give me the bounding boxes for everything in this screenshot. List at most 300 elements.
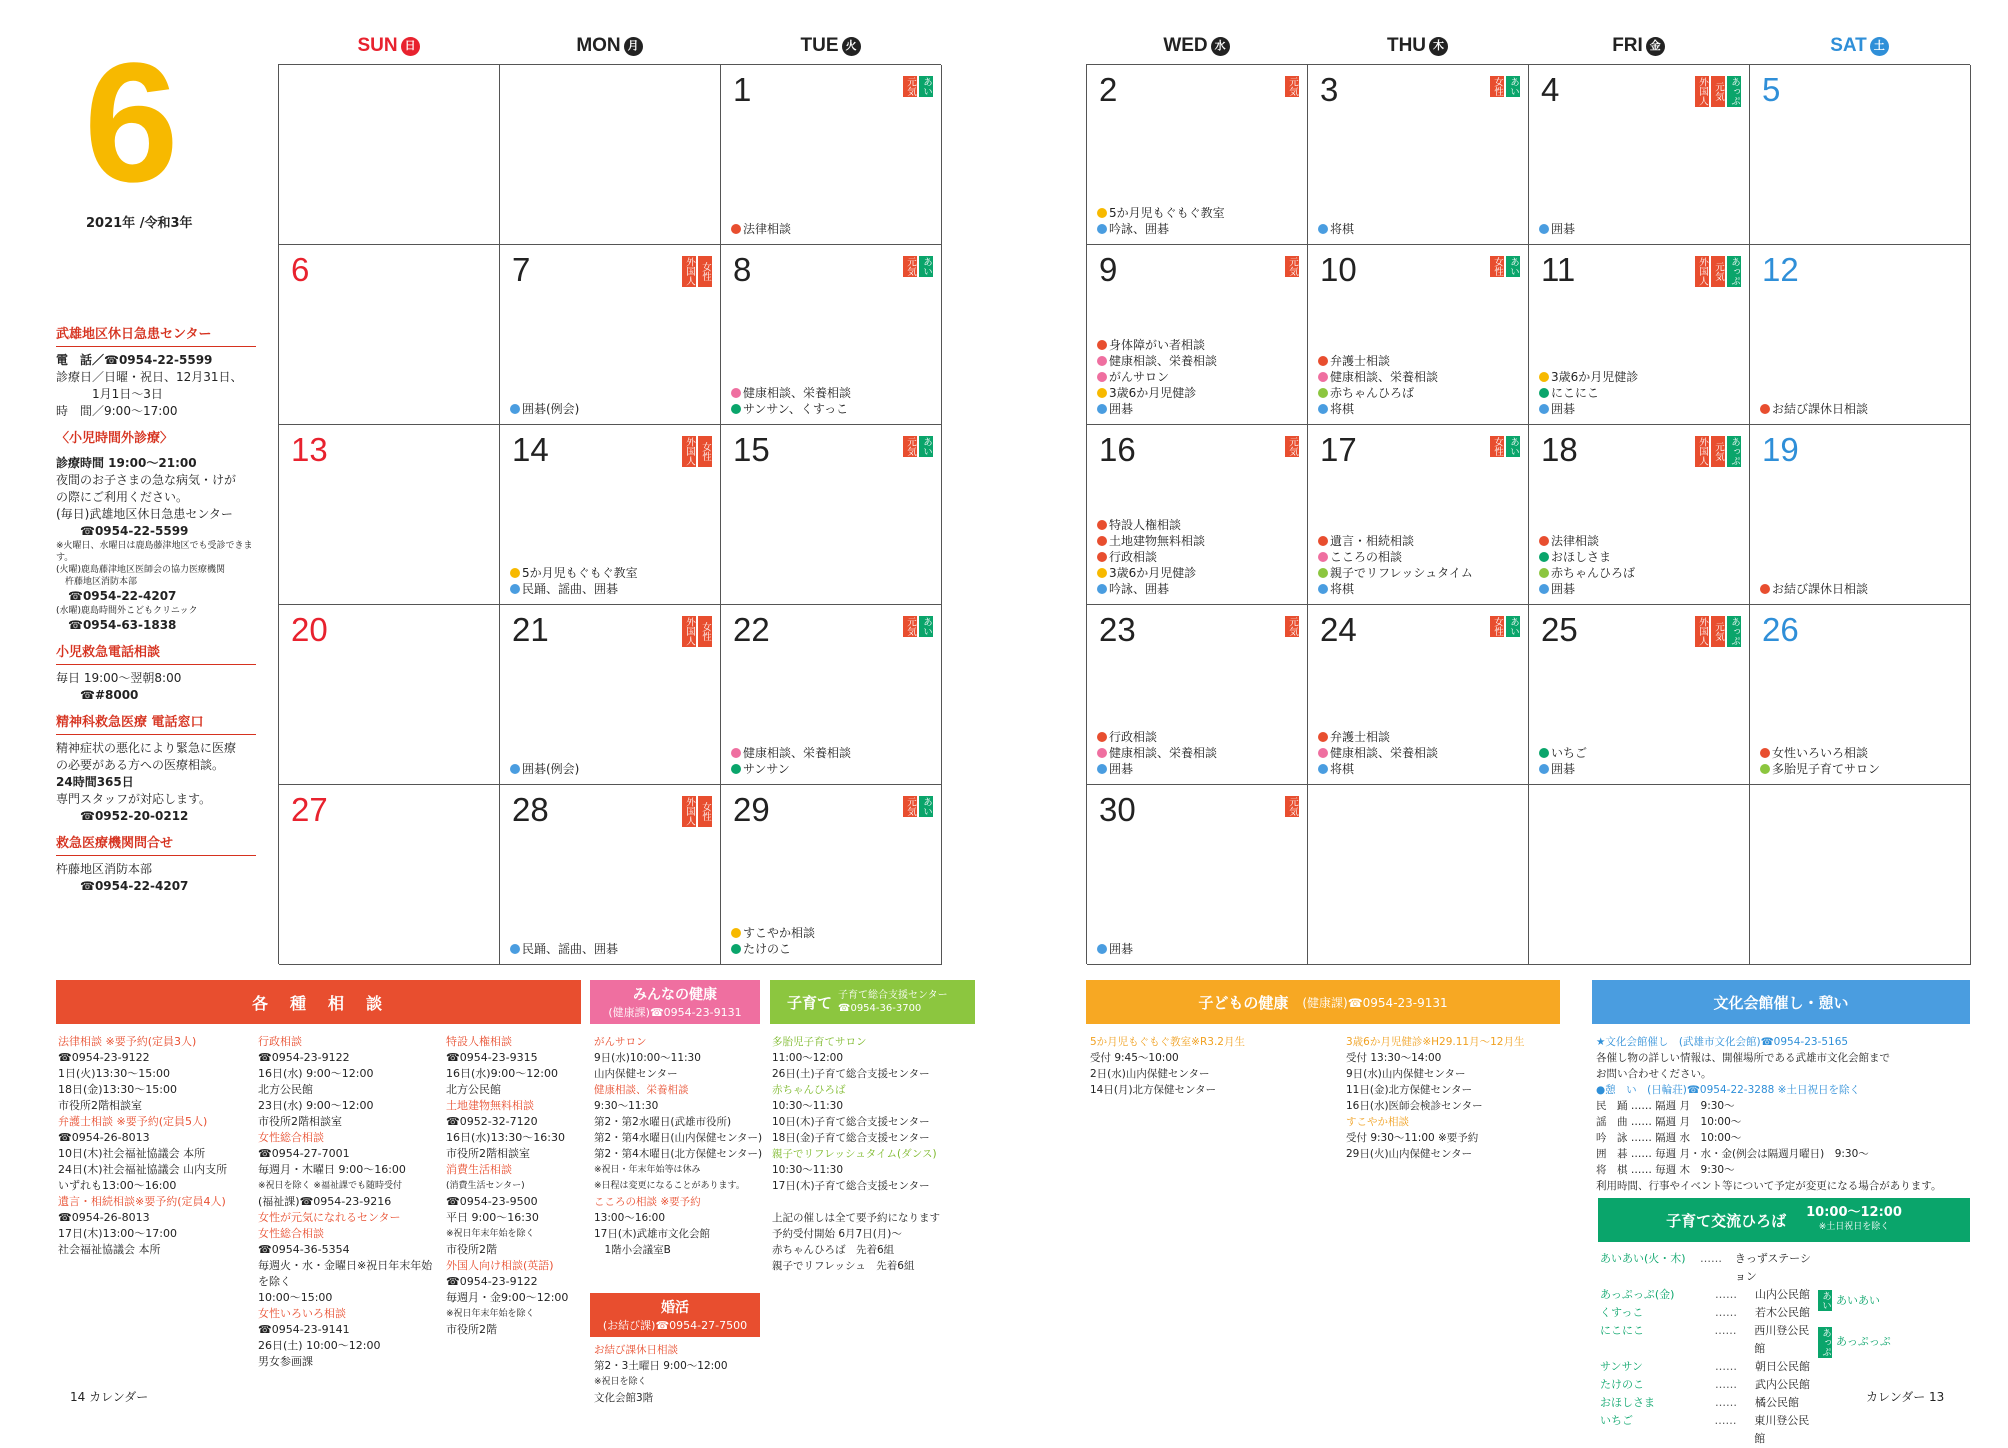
info-line: 受付 9:45～10:00 bbox=[1090, 1052, 1179, 1064]
info-line: 11日(金)北方保健センター bbox=[1346, 1084, 1473, 1096]
day-kanji: 月 bbox=[624, 37, 643, 56]
info-line: 10日(木)子育て総合支援センター bbox=[772, 1116, 930, 1128]
cell-tags bbox=[682, 616, 712, 647]
day-header-fri bbox=[1528, 33, 1749, 59]
exchange-name: サンサン bbox=[1600, 1360, 1643, 1373]
day-cell bbox=[500, 425, 721, 605]
event-item bbox=[1097, 941, 1133, 957]
event-label: いちご bbox=[1551, 746, 1588, 760]
event-item bbox=[1097, 761, 1217, 777]
event-dot-icon bbox=[1097, 208, 1107, 218]
cell-tags bbox=[1490, 616, 1520, 637]
info-line: がんサロン bbox=[594, 1036, 647, 1048]
cell-tags bbox=[1285, 256, 1299, 277]
event-item bbox=[1539, 533, 1635, 549]
event-label: 3歳6か月児健診 bbox=[1109, 566, 1197, 580]
day-cell bbox=[721, 605, 942, 785]
event-item bbox=[1097, 729, 1217, 745]
cell-events bbox=[1539, 745, 1587, 777]
page-number-left: 14 カレンダー bbox=[70, 1390, 149, 1404]
info-line: 3歳6か月児健診※H29.11月～12月生 bbox=[1346, 1036, 1525, 1048]
day-number: 20 bbox=[291, 611, 328, 648]
event-label: 赤ちゃんひろば bbox=[1330, 386, 1415, 400]
event-label: 健康相談、栄養相談 bbox=[1109, 746, 1218, 760]
event-dot-icon bbox=[510, 764, 520, 774]
event-dot-icon bbox=[1539, 404, 1549, 414]
event-label: 吟詠、囲碁 bbox=[1109, 582, 1170, 596]
info-line: 17日(木)子育て総合支援センター bbox=[772, 1180, 930, 1192]
event-label: がんサロン bbox=[1109, 370, 1170, 384]
info-line: 26日(土)子育て総合支援センター bbox=[772, 1068, 930, 1080]
info-line: 法律相談 ※要予約(定員3人) bbox=[58, 1035, 197, 1048]
day-name: SAT bbox=[1830, 35, 1867, 56]
event-dot-icon bbox=[731, 764, 741, 774]
event-item bbox=[1097, 565, 1205, 581]
calendar-grid-left bbox=[278, 64, 941, 964]
event-dot-icon bbox=[510, 584, 520, 594]
event-item bbox=[1539, 369, 1638, 385]
day-name: MON bbox=[576, 35, 621, 56]
info-line: 将 棋 …… 毎週 木 9:30～ bbox=[1596, 1164, 1735, 1176]
event-dot-icon bbox=[731, 928, 741, 938]
exchange-row bbox=[1600, 1358, 1820, 1376]
event-dot-icon bbox=[1097, 944, 1107, 954]
event-label: 法律相談 bbox=[743, 222, 792, 236]
sidebar-line: 夜間のお子さまの急な病気・けが bbox=[56, 473, 237, 487]
event-label: 健康相談、栄養相談 bbox=[1330, 370, 1439, 384]
cell-tags bbox=[1695, 616, 1741, 647]
day-header-sun bbox=[278, 33, 499, 59]
sidebar-line: 杵藤地区消防本部 bbox=[56, 577, 138, 587]
sidebar-heading: 〈小児時間外診療〉 bbox=[56, 431, 174, 446]
info-line: 17日(木)武雄市文化会館 bbox=[594, 1228, 711, 1240]
info-line: 女性いろいろ相談 bbox=[258, 1307, 346, 1320]
day-cell bbox=[721, 245, 942, 425]
event-dot-icon bbox=[1097, 732, 1107, 742]
day-number: 7 bbox=[512, 251, 531, 288]
day-cell bbox=[1308, 605, 1529, 785]
info-line: 平日 9:00～16:30 bbox=[446, 1211, 539, 1224]
info-line: 赤ちゃんひろば bbox=[772, 1084, 846, 1096]
day-kanji: 木 bbox=[1429, 37, 1448, 56]
event-dot-icon bbox=[1097, 356, 1107, 366]
day-kanji: 日 bbox=[401, 37, 420, 56]
info-line: 10:30～11:30 bbox=[772, 1164, 844, 1176]
legend-label: あいあい bbox=[1836, 1293, 1880, 1307]
marriage-header bbox=[590, 1293, 760, 1337]
exchange-place: 橘公民館 bbox=[1755, 1396, 1799, 1409]
sidebar-block-psych bbox=[56, 714, 256, 825]
event-item bbox=[1318, 533, 1473, 549]
day-header-sat bbox=[1749, 33, 1970, 59]
exchange-time bbox=[1806, 1206, 1902, 1234]
cell-tags bbox=[1285, 616, 1299, 637]
event-label: 5か月児もぐもぐ教室 bbox=[522, 566, 638, 580]
info-line: 13:00～16:00 bbox=[594, 1212, 666, 1224]
sidebar-block-emergency-inquiry bbox=[56, 835, 256, 895]
exchange-name: あいあい(火・木) bbox=[1600, 1252, 1686, 1265]
day-number: 16 bbox=[1099, 431, 1136, 468]
event-item bbox=[1318, 221, 1354, 237]
day-name: THU bbox=[1386, 35, 1427, 56]
day-number: 9 bbox=[1099, 251, 1118, 288]
info-line: 23日(水) 9:00～12:00 bbox=[258, 1099, 374, 1112]
event-item bbox=[731, 401, 851, 417]
event-dot-icon bbox=[1097, 388, 1107, 398]
event-dot-icon bbox=[1097, 340, 1107, 350]
event-label: おほしさま bbox=[1551, 550, 1612, 564]
event-dot-icon bbox=[1539, 748, 1549, 758]
sidebar-line: 24時間365日 bbox=[56, 775, 134, 789]
day-cell bbox=[1750, 425, 1971, 605]
event-item bbox=[1097, 369, 1217, 385]
info-line: 各催し物の詳しい情報は、開催場所である武雄市文化会館まで bbox=[1596, 1052, 1890, 1064]
event-tag: 外国人 bbox=[1697, 77, 1708, 106]
sidebar-line: (水曜)鹿島時間外こどもクリニック bbox=[56, 606, 198, 616]
event-tag: 外国人 bbox=[684, 437, 695, 466]
event-dot-icon bbox=[1539, 372, 1549, 382]
cell-tags bbox=[1285, 796, 1299, 817]
info-line: 10:30～11:30 bbox=[772, 1100, 844, 1112]
event-dot-icon bbox=[1760, 584, 1770, 594]
event-tag: 外国人 bbox=[684, 617, 695, 646]
event-label: お結び課休日相談 bbox=[1772, 582, 1869, 596]
event-item bbox=[1539, 761, 1587, 777]
event-tag: あっぷ bbox=[1729, 257, 1740, 286]
info-line: 第2・第2水曜日(武雄市役所) bbox=[594, 1116, 732, 1128]
sidebar-line: (火曜)鹿島藤津地区医師会の協力医療機関 bbox=[56, 565, 226, 575]
event-item bbox=[1318, 401, 1438, 417]
event-tag: あい bbox=[921, 437, 932, 456]
event-tag: あい bbox=[1508, 617, 1519, 636]
info-line: ☎0954-23-9122 bbox=[446, 1275, 538, 1288]
event-tag: 外国人 bbox=[1697, 437, 1708, 466]
exchange-place: 武内公民館 bbox=[1755, 1378, 1810, 1391]
cell-events bbox=[731, 925, 815, 957]
info-line: 謡 曲 …… 隔週 月 10:00～ bbox=[1596, 1116, 1742, 1128]
day-cell bbox=[279, 425, 500, 605]
event-label: サンサン bbox=[743, 762, 790, 776]
day-number: 13 bbox=[291, 431, 328, 468]
info-line: 行政相談 bbox=[258, 1035, 302, 1048]
day-number: 10 bbox=[1320, 251, 1357, 288]
legend-row bbox=[1818, 1290, 1958, 1311]
event-label: 行政相談 bbox=[1109, 730, 1158, 744]
event-tag: 女性 bbox=[1492, 77, 1503, 96]
child-health-title: 子どもの健康 bbox=[1198, 993, 1289, 1012]
event-item bbox=[1318, 761, 1438, 777]
day-header-thu bbox=[1307, 33, 1528, 59]
event-label: こころの相談 bbox=[1330, 550, 1403, 564]
sidebar-line: 時 間／9:00～17:00 bbox=[56, 404, 178, 418]
cell-events bbox=[1097, 729, 1217, 777]
event-item bbox=[731, 925, 815, 941]
info-line: 2日(水)山内保健センター bbox=[1090, 1068, 1210, 1080]
day-cell bbox=[1308, 245, 1529, 425]
event-item bbox=[1318, 729, 1438, 745]
sidebar-heading: 小児救急電話相談 bbox=[56, 644, 256, 665]
day-number: 26 bbox=[1762, 611, 1799, 648]
sidebar-line: 電 話／☎0954-22-5599 bbox=[56, 353, 213, 367]
info-line: 18日(金)13:30～15:00 bbox=[58, 1083, 177, 1096]
event-tag: 元気 bbox=[1287, 617, 1298, 636]
info-line: 男女参画課 bbox=[258, 1355, 313, 1368]
event-item bbox=[1318, 565, 1473, 581]
info-line: 17日(木)13:00～17:00 bbox=[58, 1227, 177, 1240]
info-line: ☎0954-36-5354 bbox=[258, 1243, 350, 1256]
exchange-title: 子育て交流ひろば bbox=[1666, 1211, 1787, 1230]
event-item bbox=[1097, 205, 1225, 221]
cell-tags bbox=[1695, 256, 1741, 287]
event-label: お結び課休日相談 bbox=[1772, 402, 1869, 416]
event-item bbox=[1760, 761, 1880, 777]
event-item bbox=[1539, 745, 1587, 761]
day-number: 17 bbox=[1320, 431, 1357, 468]
event-item bbox=[1097, 533, 1205, 549]
consult-column-2 bbox=[258, 1034, 438, 1370]
exchange-dots: …… bbox=[1715, 1378, 1737, 1391]
exchange-dots: …… bbox=[1715, 1306, 1737, 1319]
cell-events bbox=[1097, 517, 1205, 597]
event-tag: 元気 bbox=[905, 797, 916, 816]
cell-events bbox=[731, 221, 791, 237]
day-cell bbox=[500, 605, 721, 785]
event-dot-icon bbox=[1318, 372, 1328, 382]
day-cell bbox=[1750, 245, 1971, 425]
culture-column bbox=[1596, 1034, 1970, 1194]
day-cell bbox=[1529, 425, 1750, 605]
cell-events bbox=[1318, 729, 1438, 777]
event-tag: 女性 bbox=[1492, 257, 1503, 276]
info-line: 文化会館3階 bbox=[594, 1392, 654, 1404]
info-line: 26日(土) 10:00～12:00 bbox=[258, 1339, 381, 1352]
legend-row bbox=[1818, 1327, 1958, 1358]
event-tag: 元気 bbox=[1711, 256, 1725, 287]
info-line: ☎0954-23-9315 bbox=[446, 1051, 538, 1064]
info-line: ☎0954-27-7001 bbox=[258, 1147, 350, 1160]
event-dot-icon bbox=[1097, 372, 1107, 382]
child-health-column-1 bbox=[1090, 1034, 1330, 1098]
sidebar-block-pediatric-night bbox=[56, 430, 256, 634]
exchange-note: ※土日祝日を除く bbox=[1818, 1222, 1890, 1232]
event-label: 健康相談、栄養相談 bbox=[1109, 354, 1218, 368]
cell-events bbox=[1318, 353, 1438, 417]
day-number: 12 bbox=[1762, 251, 1799, 288]
exchange-name: にこにこ bbox=[1600, 1324, 1644, 1337]
event-dot-icon bbox=[1318, 748, 1328, 758]
sidebar-block-child-phone bbox=[56, 644, 256, 704]
info-line: 毎週月・木曜日 9:00～16:00 bbox=[258, 1163, 406, 1176]
event-tag: あっぷ bbox=[1729, 77, 1740, 106]
info-line: 5か月児もぐもぐ教室※R3.2月生 bbox=[1090, 1036, 1245, 1048]
info-line: (消費生活センター) bbox=[446, 1181, 525, 1191]
info-line: ☎0954-23-9122 bbox=[258, 1051, 350, 1064]
event-dot-icon bbox=[510, 568, 520, 578]
cell-tags bbox=[903, 796, 933, 817]
event-item bbox=[510, 761, 579, 777]
health-title: みんなの健康 bbox=[633, 987, 717, 1003]
exchange-legend bbox=[1818, 1290, 1958, 1374]
event-tag: あっぷ bbox=[1729, 437, 1740, 466]
day-number: 24 bbox=[1320, 611, 1357, 648]
day-kanji: 火 bbox=[842, 37, 861, 56]
event-item bbox=[1097, 549, 1205, 565]
info-line: 16日(水) 9:00～12:00 bbox=[258, 1067, 374, 1080]
day-cell bbox=[1308, 425, 1529, 605]
day-number: 30 bbox=[1099, 791, 1136, 828]
info-line: こころの相談 ※要予約 bbox=[594, 1196, 701, 1208]
day-cell bbox=[1529, 605, 1750, 785]
event-dot-icon bbox=[1097, 748, 1107, 758]
sidebar-line: 毎日 19:00～翌朝8:00 bbox=[56, 671, 182, 685]
sidebar-line: ☎0954-22-4207 bbox=[56, 589, 177, 603]
cell-tags bbox=[682, 436, 712, 467]
consult-column-1 bbox=[58, 1034, 248, 1258]
event-tag: あい bbox=[1508, 77, 1519, 96]
cell-tags bbox=[682, 256, 712, 287]
event-item bbox=[731, 761, 851, 777]
info-line: 11:00～12:00 bbox=[772, 1052, 844, 1064]
marriage-title: 婚活 bbox=[661, 1300, 689, 1316]
day-cell bbox=[279, 605, 500, 785]
day-name: WED bbox=[1163, 35, 1208, 56]
event-item bbox=[1539, 565, 1635, 581]
event-label: 親子でリフレッシュタイム bbox=[1330, 566, 1473, 580]
info-line: 1日(火)13:30～15:00 bbox=[58, 1067, 170, 1080]
event-tag: 女性 bbox=[698, 256, 712, 287]
sidebar-line: 1月1日～3日 bbox=[56, 387, 163, 401]
exchange-place: 東川登公民館 bbox=[1754, 1414, 1810, 1445]
exchange-name: たけのこ bbox=[1600, 1378, 1644, 1391]
event-tag: あい bbox=[1508, 437, 1519, 456]
marriage-sub: (お結び課)☎0954-27-7500 bbox=[602, 1319, 748, 1332]
info-line: 女性総合相談 bbox=[258, 1227, 324, 1240]
event-label: 将棋 bbox=[1330, 402, 1355, 416]
info-line: 16日(水)13:30～16:30 bbox=[446, 1131, 565, 1144]
event-dot-icon bbox=[1097, 764, 1107, 774]
info-line: 市役所2階相談室 bbox=[446, 1147, 530, 1160]
info-line: (福祉課)☎0954-23-9216 bbox=[258, 1195, 392, 1208]
exchange-place: 若木公民館 bbox=[1755, 1306, 1810, 1319]
consult-column-3 bbox=[446, 1034, 586, 1338]
info-line: 消費生活相談 bbox=[446, 1163, 512, 1176]
cell-events bbox=[510, 761, 579, 777]
info-line: 16日(水)9:00～12:00 bbox=[446, 1067, 558, 1080]
page-number-right: カレンダー 13 bbox=[1866, 1390, 1945, 1404]
exchange-dots: …… bbox=[1700, 1252, 1723, 1265]
day-number: 21 bbox=[512, 611, 549, 648]
day-name: TUE bbox=[800, 35, 839, 56]
event-tag: 女性 bbox=[1492, 617, 1503, 636]
year-label: 2021年 /令和3年 bbox=[86, 216, 193, 231]
info-line: 14日(月)北方保健センター bbox=[1090, 1084, 1217, 1096]
event-label: 弁護士相談 bbox=[1330, 354, 1391, 368]
sidebar-line: 精神症状の悪化により緊急に医療 bbox=[56, 741, 237, 755]
day-number: 15 bbox=[733, 431, 770, 468]
childcare-header bbox=[770, 980, 975, 1024]
event-item bbox=[1097, 401, 1217, 417]
day-cell bbox=[721, 785, 942, 965]
exchange-name: いちご bbox=[1600, 1414, 1633, 1427]
event-item bbox=[731, 221, 791, 237]
day-header-wed bbox=[1086, 33, 1307, 59]
day-cell bbox=[721, 425, 942, 605]
event-tag: 元気 bbox=[1287, 77, 1298, 96]
exchange-row bbox=[1600, 1286, 1820, 1304]
event-dot-icon bbox=[1539, 388, 1549, 398]
day-kanji: 金 bbox=[1646, 37, 1665, 56]
info-line: 市役所2階相談室 bbox=[58, 1099, 142, 1112]
event-item bbox=[1097, 337, 1217, 353]
event-dot-icon bbox=[1318, 224, 1328, 234]
day-cell bbox=[279, 65, 500, 245]
day-number: 27 bbox=[291, 791, 328, 828]
info-line: ※祝日・年末年始等は休み bbox=[594, 1165, 701, 1175]
cell-events bbox=[510, 565, 638, 597]
info-line: 民 踊 …… 隔週 月 9:30～ bbox=[1596, 1100, 1735, 1112]
day-cell bbox=[1750, 605, 1971, 785]
event-tag: 元気 bbox=[1711, 76, 1725, 107]
event-dot-icon bbox=[1760, 404, 1770, 414]
event-label: すこやか相談 bbox=[743, 926, 816, 940]
cell-events bbox=[731, 385, 851, 417]
event-dot-icon bbox=[1097, 520, 1107, 530]
event-dot-icon bbox=[1318, 536, 1328, 546]
info-line: 上記の催しは全て要予約になります bbox=[772, 1212, 940, 1224]
day-cell bbox=[1529, 65, 1750, 245]
event-tag: あい bbox=[921, 77, 932, 96]
event-item bbox=[1539, 385, 1638, 401]
sidebar-line: (毎日)武雄地区休日急患センター bbox=[56, 507, 233, 521]
exchange-name: あっぷっぷ(金) bbox=[1600, 1288, 1675, 1301]
event-dot-icon bbox=[1539, 764, 1549, 774]
event-label: 囲碁 bbox=[1551, 402, 1576, 416]
event-tag: あい bbox=[921, 257, 932, 276]
info-line: 市役所2階 bbox=[446, 1323, 497, 1336]
event-item bbox=[1318, 549, 1473, 565]
event-item bbox=[1097, 517, 1205, 533]
info-line: ☎0954-26-8013 bbox=[58, 1131, 150, 1144]
event-label: 弁護士相談 bbox=[1330, 730, 1391, 744]
health-sub: (健康課)☎0954-23-9131 bbox=[608, 1006, 742, 1019]
health-column bbox=[594, 1034, 764, 1258]
event-item bbox=[1097, 385, 1217, 401]
event-dot-icon bbox=[731, 748, 741, 758]
event-dot-icon bbox=[510, 944, 520, 954]
sidebar-line: ☎0954-22-4207 bbox=[56, 879, 189, 893]
day-number: 8 bbox=[733, 251, 752, 288]
info-line: 9:30～11:30 bbox=[594, 1100, 659, 1112]
day-number: 1 bbox=[733, 71, 752, 108]
day-cell bbox=[1087, 785, 1308, 965]
event-item bbox=[1760, 581, 1868, 597]
event-dot-icon bbox=[1318, 552, 1328, 562]
event-label: 健康相談、栄養相談 bbox=[743, 746, 852, 760]
cell-tags bbox=[1490, 436, 1520, 457]
cell-tags bbox=[1490, 76, 1520, 97]
info-line: 受付 13:30～14:00 bbox=[1346, 1052, 1442, 1064]
event-tag: 女性 bbox=[698, 796, 712, 827]
day-name: SUN bbox=[357, 35, 398, 56]
sidebar-line: ☎#8000 bbox=[56, 688, 139, 702]
event-tag: 女性 bbox=[698, 616, 712, 647]
event-dot-icon bbox=[1539, 552, 1549, 562]
day-cell bbox=[279, 245, 500, 425]
event-label: 将棋 bbox=[1330, 762, 1355, 776]
info-line: 女性が元気になれるセンター bbox=[258, 1211, 401, 1224]
info-line: ☎0954-23-9122 bbox=[58, 1051, 150, 1064]
event-label: 行政相談 bbox=[1109, 550, 1158, 564]
